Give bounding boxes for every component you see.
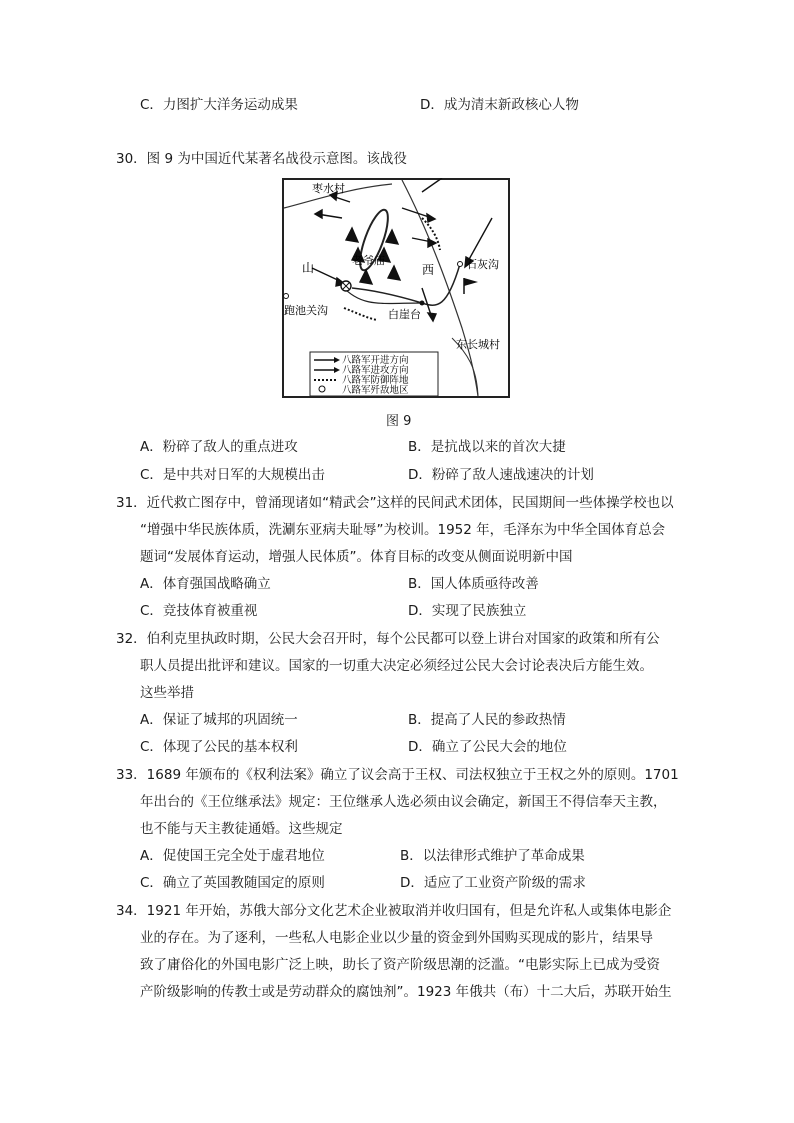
q32-option-c: C．体现了公民的基本权利 [140,739,298,755]
q33-option-a: A．促使国王完全处于虚君地位 [140,848,325,864]
q31-line-2: “增强中华民族体质，洗涮东亚病夫耻辱”为校训。1952 年，毛泽东为中华全国体育总会 [140,522,666,538]
map-label-baiwutai: 白崖台 [388,308,421,321]
q34-line-2: 业的存在。为了逐利，一些私人电影企业以少量的资金到外国购买现成的影片，结果导 [140,930,653,946]
map-label-lishuicun: 枣水村 [312,182,345,195]
q29-option-d: D．成为清末新政核心人物 [420,97,579,113]
q33-line-3: 也不能与天主教徒通婚。这些规定 [140,821,343,837]
legend-item-4: 八路军歼敌地区 [342,385,409,396]
q32-option-d: D．确立了公民大会的地位 [408,739,567,755]
q31-option-d: D．实现了民族独立 [408,603,527,619]
map-label-shihuigou: 石灰沟 [466,258,499,271]
legend-item-1: 八路军开进方向 [342,355,409,366]
map-label-laoyemiao: 老爷庙 [352,254,385,267]
q32-option-a: A．保证了城邦的巩固统一 [140,712,298,728]
map-label-shan: 山 [302,261,315,275]
map-label-dongchangchengcun: 东长城村 [456,338,500,351]
q33-option-d: D．适应了工业资产阶级的需求 [400,875,586,891]
q32-line-3: 这些举措 [140,685,194,701]
figure-caption: 图 9 [386,414,412,429]
q30-stem: 30．图 9 为中国近代某著名战役示意图。该战役 [116,151,407,167]
q30-option-d: D．粉碎了敌人速战速决的计划 [408,467,594,483]
map-label-paochiguangou: 跑池关沟 [284,304,328,317]
battle-map-svg [282,178,510,398]
q33-line-2: 年出台的《王位继承法》规定：王位继承人选必须由议会确定，新国王不得信奉天主教， [140,794,667,810]
q34-line-1: 34．1921 年开始，苏俄大部分文化艺术企业被取消并收归国有，但是允许私人或集体电影企 [116,903,672,919]
legend-item-2: 八路军进攻方向 [342,365,409,376]
q32-option-b: B．提高了人民的参政热情 [408,712,566,728]
q30-option-a: A．粉碎了敌人的重点进攻 [140,439,298,455]
q33-line-1: 33．1689 年颁布的《权利法案》确立了议会高于王权、司法权独立于王权之外的原则。1701 [116,767,679,783]
q31-line-3: 题词“发展体育运动，增强人民体质”。体育目标的改变从侧面说明新中国 [140,549,573,565]
q34-line-4: 产阶级影响的传教士或是劳动群众的腐蚀剂”。1923 年俄共（布）十二大后，苏联开始生 [140,984,672,1000]
q30-option-b: B．是抗战以来的首次大捷 [408,439,566,455]
q31-option-c: C．竞技体育被重视 [140,603,258,619]
legend-item-3: 八路军防御阵地 [342,375,409,386]
q31-option-b: B．国人体质亟待改善 [408,576,539,592]
q33-option-b: B．以法律形式维护了革命成果 [400,848,585,864]
q32-line-1: 32．伯利克里执政时期，公民大会召开时，每个公民都可以登上讲台对国家的政策和所有公 [116,631,660,647]
q34-line-3: 致了庸俗化的外国电影广泛上映，助长了资产阶级思潮的泛滥。“电影实际上已成为受资 [140,957,660,973]
q29-option-c: C．力图扩大洋务运动成果 [140,97,298,113]
battle-map-figure [282,178,510,398]
q30-option-c: C．是中共对日军的大规模出击 [140,467,325,483]
map-label-xi: 西 [422,263,435,277]
q31-option-a: A．体育强国战略确立 [140,576,271,592]
q33-option-c: C．确立了英国教随国定的原则 [140,875,325,891]
q32-line-2: 职人员提出批评和建议。国家的一切重大决定必须经过公民大会讨论表决后方能生效。 [140,658,653,674]
q31-line-1: 31．近代救亡图存中，曾涌现诸如“精武会”这样的民间武术团体，民国期间一些体操学校也以 [116,495,674,511]
